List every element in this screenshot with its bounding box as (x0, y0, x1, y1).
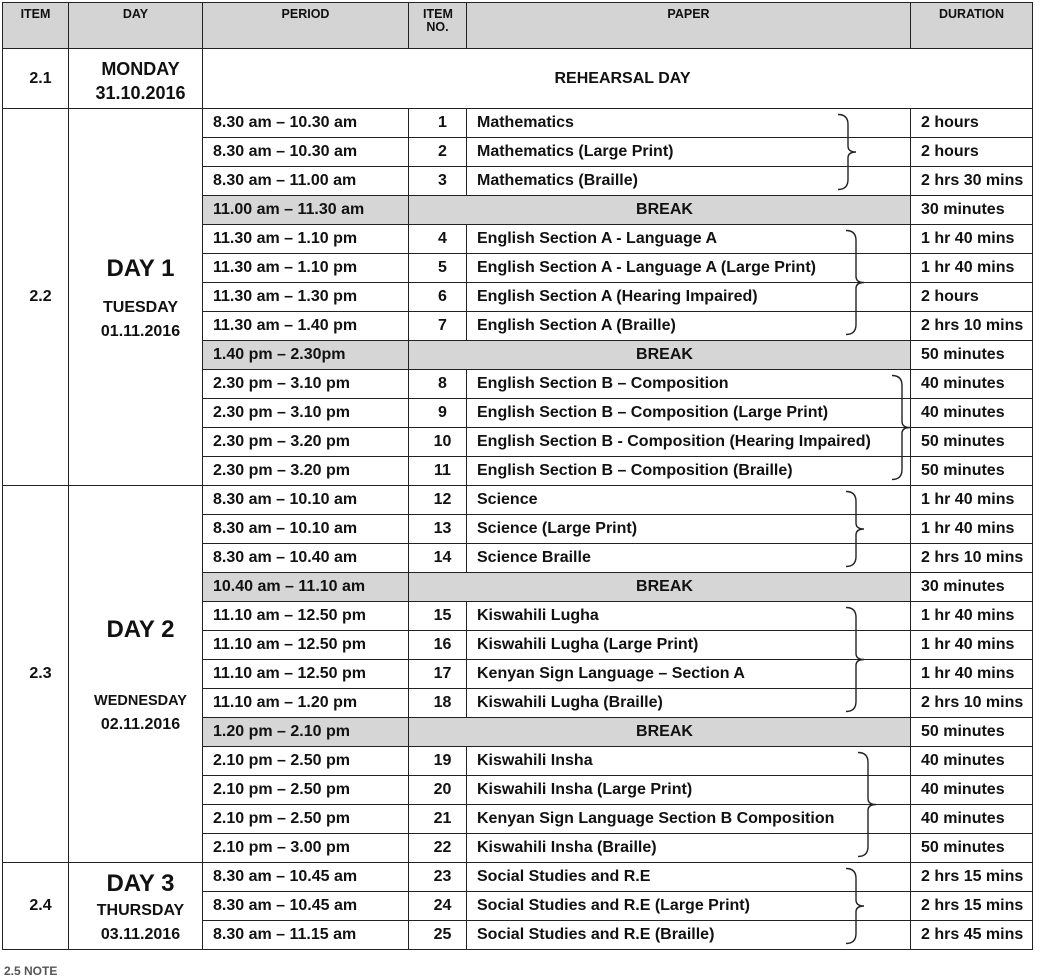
item-no-cell: 2 (409, 138, 467, 167)
paper-cell: Mathematics (Braille) (467, 167, 911, 196)
date: 02.11.2016 (100, 716, 181, 733)
paper-cell: Social Studies and R.E (Braille) (467, 921, 911, 950)
item-no-cell: 6 (409, 283, 467, 312)
header-item-no: ITEM NO. (409, 3, 467, 49)
period-cell: 1.20 pm – 2.10 pm (203, 718, 409, 747)
duration-cell: 2 hrs 45 mins (911, 921, 1033, 950)
period-cell: 10.40 am – 11.10 am (203, 573, 409, 602)
duration-cell: 2 hrs 30 mins (911, 167, 1033, 196)
item-no-cell: 14 (409, 544, 467, 573)
break-label: BREAK (409, 718, 911, 747)
paper-cell: Mathematics (467, 109, 911, 138)
period-cell: 2.30 pm – 3.20 pm (203, 428, 409, 457)
paper-cell: English Section A (Braille) (467, 312, 911, 341)
duration-cell: 30 minutes (911, 573, 1033, 602)
duration-cell: 1 hr 40 mins (911, 254, 1033, 283)
paper-cell: Kiswahili Lugha (Large Print) (467, 631, 911, 660)
break-label: BREAK (409, 341, 911, 370)
day-title: DAY 3 (106, 870, 175, 897)
item-no-cell: 13 (409, 515, 467, 544)
day-cell (69, 49, 203, 109)
item-number: 2.2 (3, 109, 69, 486)
item-no-cell: 20 (409, 776, 467, 805)
period-cell: 11.30 am – 1.10 pm (203, 254, 409, 283)
paper-cell: Kiswahili Insha (Braille) (467, 834, 911, 863)
day-cell (69, 109, 203, 486)
item-no-cell: 8 (409, 370, 467, 399)
paper-cell: Kiswahili Insha (467, 747, 911, 776)
duration-cell: 2 hrs 15 mins (911, 892, 1033, 921)
period-cell: 2.10 pm – 2.50 pm (203, 747, 409, 776)
date: 03.11.2016 (100, 926, 181, 943)
item-no-cell: 21 (409, 805, 467, 834)
timetable (2, 2, 1033, 950)
item-no-cell: 1 (409, 109, 467, 138)
duration-cell: 2 hrs 10 mins (911, 689, 1033, 718)
duration-cell: 1 hr 40 mins (911, 602, 1033, 631)
item-no-cell: 23 (409, 863, 467, 892)
weekday: WEDNESDAY (94, 693, 187, 709)
paper-cell: Social Studies and R.E (467, 863, 911, 892)
period-cell: 8.30 am – 11.15 am (203, 921, 409, 950)
duration-cell: 50 minutes (911, 718, 1033, 747)
paper-cell: Kenyan Sign Language – Section A (467, 660, 911, 689)
duration-cell: 30 minutes (911, 196, 1033, 225)
rehearsal-label: REHEARSAL DAY (203, 49, 1033, 109)
date: 31.10.2016 (95, 82, 186, 103)
header-period: PERIOD (203, 3, 409, 49)
paper-cell: English Section B – Composition (467, 370, 911, 399)
duration-cell: 1 hr 40 mins (911, 486, 1033, 515)
item-no-cell: 22 (409, 834, 467, 863)
paper-cell: English Section B – Composition (Braille) (467, 457, 911, 486)
header-paper: PAPER (467, 3, 911, 49)
footnote: 2.5 NOTE (4, 964, 58, 978)
item-no-cell: 9 (409, 399, 467, 428)
header-item: ITEM (3, 3, 69, 49)
duration-cell: 50 minutes (911, 341, 1033, 370)
duration-cell: 50 minutes (911, 428, 1033, 457)
item-no-cell: 5 (409, 254, 467, 283)
break-label: BREAK (409, 573, 911, 602)
paper-cell: Kenyan Sign Language Section B Composition (467, 805, 911, 834)
table-row (3, 863, 1033, 892)
period-cell: 2.30 pm – 3.20 pm (203, 457, 409, 486)
weekday: MONDAY (101, 58, 180, 79)
day-title: DAY 2 (106, 616, 175, 643)
item-number: 2.4 (3, 863, 69, 950)
paper-cell: Kiswahili Insha (Large Print) (467, 776, 911, 805)
item-no-cell: 17 (409, 660, 467, 689)
paper-cell: English Section A (Hearing Impaired) (467, 283, 911, 312)
duration-cell: 2 hours (911, 138, 1033, 167)
break-label: BREAK (409, 196, 911, 225)
duration-cell: 2 hours (911, 283, 1033, 312)
duration-cell: 1 hr 40 mins (911, 515, 1033, 544)
duration-cell: 2 hrs 10 mins (911, 312, 1033, 341)
weekday: THURSDAY (96, 902, 185, 919)
schedule-body (3, 109, 1033, 950)
item-number: 2.3 (3, 486, 69, 863)
period-cell: 2.10 pm – 3.00 pm (203, 834, 409, 863)
period-cell: 2.10 pm – 2.50 pm (203, 776, 409, 805)
item-no-cell: 24 (409, 892, 467, 921)
day-cell (69, 486, 203, 863)
item-no-cell: 11 (409, 457, 467, 486)
period-cell: 8.30 am – 10.30 am (203, 109, 409, 138)
item-no-cell: 19 (409, 747, 467, 776)
paper-cell: Science Braille (467, 544, 911, 573)
period-cell: 8.30 am – 10.30 am (203, 138, 409, 167)
day-cell (69, 863, 203, 950)
period-cell: 8.30 am – 10.45 am (203, 863, 409, 892)
duration-cell: 40 minutes (911, 776, 1033, 805)
duration-cell: 1 hr 40 mins (911, 225, 1033, 254)
duration-cell: 2 hrs 10 mins (911, 544, 1033, 573)
header-row (3, 3, 1033, 49)
day-title: DAY 1 (106, 255, 175, 282)
item-no-cell: 25 (409, 921, 467, 950)
weekday: TUESDAY (103, 299, 178, 316)
item-no-cell: 3 (409, 167, 467, 196)
date: 01.11.2016 (100, 323, 181, 340)
duration-cell: 1 hr 40 mins (911, 660, 1033, 689)
paper-cell: Kiswahili Lugha (Braille) (467, 689, 911, 718)
duration-cell: 2 hrs 15 mins (911, 863, 1033, 892)
item-no-cell: 12 (409, 486, 467, 515)
item-no-cell: 16 (409, 631, 467, 660)
item-no-cell: 4 (409, 225, 467, 254)
item-number: 2.1 (3, 49, 69, 109)
item-no-cell: 18 (409, 689, 467, 718)
paper-cell: English Section B - Composition (Hearing Impaired) (467, 428, 911, 457)
duration-cell: 50 minutes (911, 834, 1033, 863)
paper-cell: Science (Large Print) (467, 515, 911, 544)
item-no-cell: 7 (409, 312, 467, 341)
paper-cell: English Section A - Language A (Large Print) (467, 254, 911, 283)
period-cell: 2.10 pm – 2.50 pm (203, 805, 409, 834)
period-cell: 11.10 am – 12.50 pm (203, 660, 409, 689)
paper-cell: Science (467, 486, 911, 515)
period-cell: 8.30 am – 10.10 am (203, 515, 409, 544)
item-no-cell: 10 (409, 428, 467, 457)
paper-cell: English Section A - Language A (467, 225, 911, 254)
header-day: DAY (69, 3, 203, 49)
period-cell: 11.30 am – 1.10 pm (203, 225, 409, 254)
paper-cell: Social Studies and R.E (Large Print) (467, 892, 911, 921)
paper-cell: Mathematics (Large Print) (467, 138, 911, 167)
duration-cell: 40 minutes (911, 747, 1033, 776)
paper-cell: Kiswahili Lugha (467, 602, 911, 631)
duration-cell: 40 minutes (911, 399, 1033, 428)
period-cell: 8.30 am – 10.40 am (203, 544, 409, 573)
period-cell: 11.10 am – 12.50 pm (203, 631, 409, 660)
period-cell: 2.30 pm – 3.10 pm (203, 399, 409, 428)
table-row (3, 109, 1033, 138)
duration-cell: 40 minutes (911, 370, 1033, 399)
duration-cell: 50 minutes (911, 457, 1033, 486)
period-cell: 8.30 am – 11.00 am (203, 167, 409, 196)
duration-cell: 1 hr 40 mins (911, 631, 1033, 660)
period-cell: 2.30 pm – 3.10 pm (203, 370, 409, 399)
header-duration: DURATION (911, 3, 1033, 49)
period-cell: 11.30 am – 1.30 pm (203, 283, 409, 312)
period-cell: 11.30 am – 1.40 pm (203, 312, 409, 341)
period-cell: 8.30 am – 10.45 am (203, 892, 409, 921)
period-cell: 11.10 am – 1.20 pm (203, 689, 409, 718)
paper-cell: English Section B – Composition (Large Print) (467, 399, 911, 428)
table-row (3, 486, 1033, 515)
rehearsal-row (3, 49, 1033, 109)
period-cell: 8.30 am – 10.10 am (203, 486, 409, 515)
item-no-cell: 15 (409, 602, 467, 631)
duration-cell: 40 minutes (911, 805, 1033, 834)
period-cell: 11.00 am – 11.30 am (203, 196, 409, 225)
period-cell: 11.10 am – 12.50 pm (203, 602, 409, 631)
period-cell: 1.40 pm – 2.30pm (203, 341, 409, 370)
duration-cell: 2 hours (911, 109, 1033, 138)
